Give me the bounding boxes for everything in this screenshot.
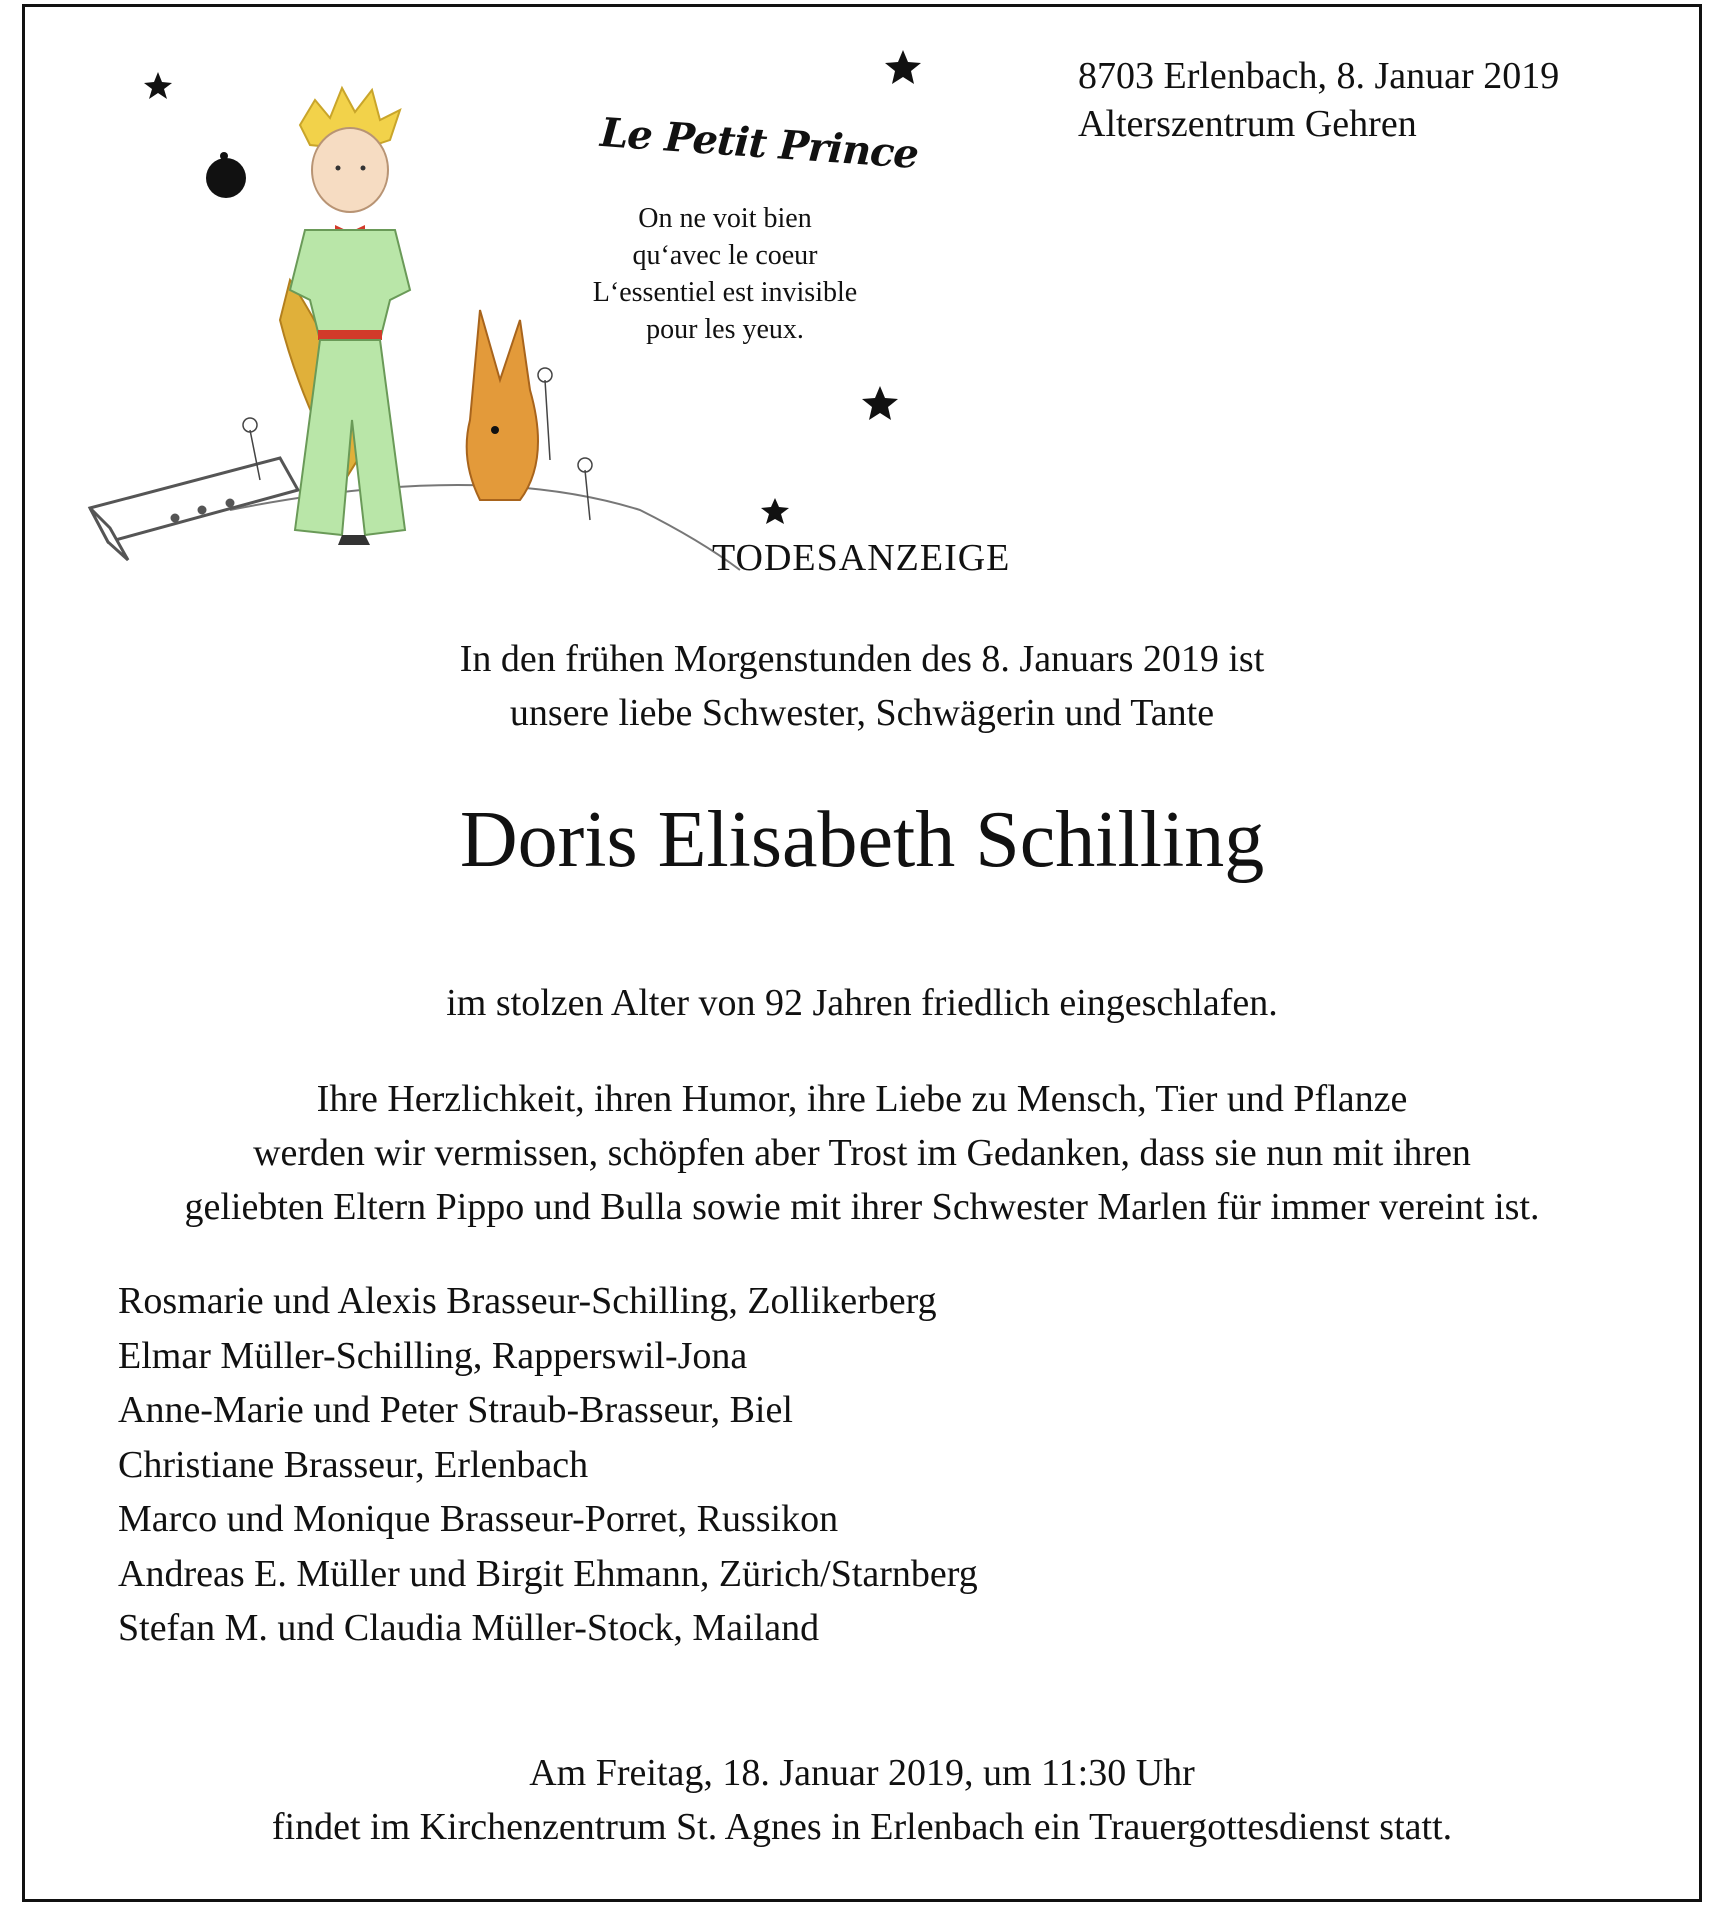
- service-info: [22, 1746, 1702, 1854]
- star-icon: [862, 386, 898, 420]
- service-line: Am Freitag, 18. Januar 2019, um 11:30 Uhr: [529, 1752, 1195, 1794]
- tribute-line: Ihre Herzlichkeit, ihren Humor, ihre Liebe zu Mensch, Tier und Pflanze: [316, 1078, 1408, 1120]
- tombstone-icon: [90, 458, 298, 560]
- petit-prince-title: Le Petit Prince: [598, 108, 920, 179]
- star-icon: [144, 72, 172, 99]
- place-date-block: [1078, 52, 1559, 148]
- fox-icon: [467, 310, 538, 500]
- star-icon: [761, 498, 789, 524]
- intro-line: unsere liebe Schwester, Schwägerin und Tante: [509, 692, 1215, 734]
- age-line: im stolzen Alter von 92 Jahren friedlich eingeschlafen.: [446, 982, 1278, 1024]
- tribute-line: geliebten Eltern Pippo und Bulla sowie mit ihrer Schwester Marlen für immer vereint ist.: [184, 1186, 1540, 1228]
- mourner-item: Marco und Monique Brasseur-Porret, Russikon: [118, 1498, 839, 1540]
- mourner-item: Anne-Marie und Peter Straub-Brasseur, Biel: [118, 1389, 793, 1431]
- mourners-list: [118, 1274, 978, 1656]
- star-icon: [885, 50, 921, 84]
- location-line: Alterszentrum Gehren: [1078, 103, 1417, 145]
- dark-planet-icon: [206, 152, 246, 198]
- place-date-line: 8703 Erlenbach, 8. Januar 2019: [1078, 55, 1560, 97]
- quote-line: On ne voit bien: [638, 203, 812, 234]
- intro-line: In den frühen Morgenstunden des 8. Januars 2019 ist: [459, 638, 1265, 680]
- quote-line: qu‘avec le coeur: [632, 240, 818, 271]
- deceased-name: Doris Elisabeth Schilling: [459, 796, 1265, 884]
- intro-text: [22, 632, 1702, 740]
- quote-line: L‘essentiel est invisible: [592, 277, 858, 308]
- mourner-item: Andreas E. Müller und Birgit Ehmann, Zürich/Starnberg: [118, 1552, 978, 1595]
- service-line: findet im Kirchenzentrum St. Agnes in Erlenbach ein Trauergottesdienst statt.: [271, 1806, 1453, 1848]
- quote-block: [560, 200, 890, 348]
- mourner-item: Christiane Brasseur, Erlenbach: [118, 1443, 589, 1486]
- mourner-item: Rosmarie und Alexis Brasseur-Schilling, Zollikerberg: [118, 1280, 937, 1322]
- tribute-text: [22, 1072, 1702, 1234]
- mourner-item: Elmar Müller-Schilling, Rapperswil-Jona: [118, 1334, 748, 1377]
- quote-line: pour les yeux.: [646, 314, 804, 345]
- notice-title: TODESANZEIGE: [712, 537, 1011, 579]
- tribute-line: werden wir vermissen, schöpfen aber Trost im Gedanken, dass sie nun mit ihren: [253, 1132, 1471, 1174]
- mourner-item: Stefan M. und Claudia Müller-Stock, Mailand: [118, 1607, 820, 1649]
